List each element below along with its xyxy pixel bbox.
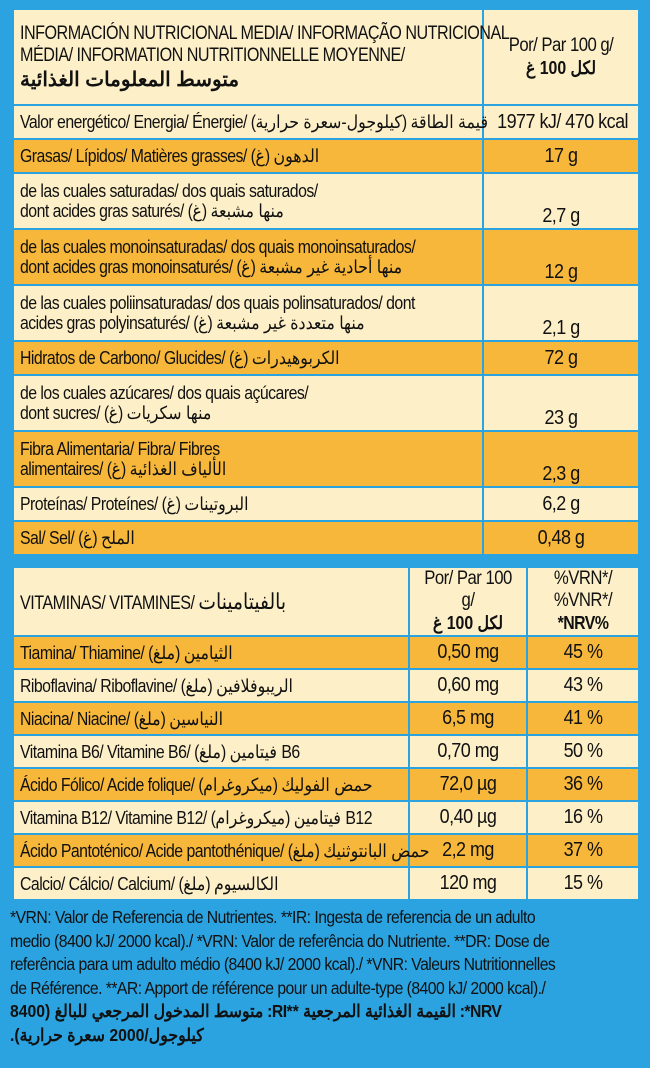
nutrient-label-cell bbox=[13, 341, 483, 375]
vitamin-label-cell bbox=[13, 867, 409, 900]
vitamin-row bbox=[13, 669, 639, 702]
vitamin-value: 2,2 mg bbox=[442, 839, 494, 861]
nutrition-table bbox=[12, 8, 640, 556]
vitamins-table bbox=[12, 566, 640, 901]
nutrient-label: de las cuales poliinsaturadas/ dos quais polinsaturados/ dont bbox=[20, 293, 415, 313]
vitamin-value-cell bbox=[409, 834, 527, 867]
footnote-arabic-line: NRV*: القيمة الغذائية المرجعية **RI: متوسط المدخول المرجعي للبالغ (8400 bbox=[10, 1001, 502, 1021]
nutrient-label-cell bbox=[13, 139, 483, 173]
nutrient-value: 72 g bbox=[544, 346, 578, 369]
nutrition-title-arabic: متوسط المعلومات الغذائية bbox=[20, 68, 240, 91]
vitamin-vrn-percent: 36 % bbox=[563, 773, 603, 795]
nutrient-label: Hidratos de Carbono/ Glucides/ (غ) الكربوهيدرات bbox=[20, 348, 340, 368]
vitamin-label-cell bbox=[13, 801, 409, 834]
nutrition-title-line-2: MÉDIA/ INFORMATION NUTRITIONNELLE MOYENNE/ bbox=[20, 44, 405, 66]
nutrient-label: de las cuales monoinsaturadas/ dos quais monoinsaturados/ bbox=[20, 237, 416, 257]
vitamin-label-cell bbox=[13, 702, 409, 735]
vitamin-value: 120 mg bbox=[439, 872, 497, 894]
vitamins-title-arabic: بالفيتامينات bbox=[198, 588, 287, 614]
vitamin-vrn-percent-cell bbox=[527, 867, 639, 900]
nutrient-label-cell bbox=[13, 229, 483, 285]
nutrient-value: 1977 kJ/ 470 kcal bbox=[497, 110, 629, 133]
vitamin-vrn-percent-cell bbox=[527, 702, 639, 735]
nutrient-value: 23 g bbox=[544, 407, 578, 429]
vitamin-vrn-percent: 50 % bbox=[563, 740, 603, 762]
vitamin-label-cell bbox=[13, 735, 409, 768]
footnote-line: de Référence. **AR: Apport de référence pour un adulte-type (8400 kJ/ 2000 kcal)./ bbox=[10, 977, 546, 998]
nutrition-title-line-1: INFORMACIÓN NUTRICIONAL MEDIA/ INFORMAÇÃO NUTRICIONAL bbox=[20, 22, 510, 44]
nutrient-value-cell bbox=[483, 173, 639, 229]
vitamin-value-cell bbox=[409, 867, 527, 900]
nutrient-label: alimentaires/ (غ) الألياف الغذائية bbox=[20, 459, 227, 479]
nutrient-label-cell bbox=[13, 487, 483, 521]
vitamin-vrn-percent-cell bbox=[527, 669, 639, 702]
vitamin-vrn-percent-cell bbox=[527, 636, 639, 669]
nutrient-label: de los cuales azúcares/ dos quais açúcares/ bbox=[20, 383, 309, 403]
nutrient-label: dont acides gras saturés/ (غ) منها مشبعة bbox=[20, 201, 284, 221]
nutrient-value: 2,1 g bbox=[542, 317, 580, 339]
vitamin-vrn-percent: 41 % bbox=[563, 707, 603, 729]
nutrient-value: 2,3 g bbox=[542, 463, 580, 485]
nutrient-value: 17 g bbox=[544, 144, 578, 167]
vitamin-value-cell bbox=[409, 669, 527, 702]
vitamin-value-cell bbox=[409, 768, 527, 801]
vitamin-label: Riboflavina/ Riboflavine/ (ملغ) الريبوفلافين bbox=[20, 675, 293, 696]
nutrition-row bbox=[13, 285, 639, 341]
nutrient-value-cell bbox=[483, 105, 639, 139]
nutrient-value: 12 g bbox=[544, 261, 578, 283]
vitamin-vrn-percent-cell bbox=[527, 735, 639, 768]
nutrition-row bbox=[13, 229, 639, 285]
nutrition-row bbox=[13, 375, 639, 431]
vitamin-row bbox=[13, 636, 639, 669]
nutrient-label-cell bbox=[13, 375, 483, 431]
nutrient-label: Sal/ Sel/ (غ) الملح bbox=[20, 528, 135, 548]
vrn-label: %VRN*/ %VNR*/ bbox=[553, 568, 613, 611]
vitamin-vrn-percent: 16 % bbox=[563, 806, 603, 828]
vitamin-row bbox=[13, 801, 639, 834]
vitamin-label-cell bbox=[13, 768, 409, 801]
nutrient-value-cell bbox=[483, 285, 639, 341]
nutrient-value-cell bbox=[483, 229, 639, 285]
nutrient-value: 6,2 g bbox=[542, 492, 580, 515]
nutrition-row bbox=[13, 521, 639, 555]
vitamin-label-cell bbox=[13, 834, 430, 867]
vitamin-row bbox=[13, 735, 639, 768]
vitamin-vrn-percent: 37 % bbox=[563, 839, 603, 861]
nutrient-value-cell bbox=[483, 375, 639, 431]
vitamin-vrn-percent: 15 % bbox=[563, 872, 603, 894]
footnote bbox=[0, 900, 650, 1068]
vit-per-100g-label-arabic: لكل 100 غ bbox=[432, 613, 504, 633]
per-100g-label-arabic: لكل 100 غ bbox=[525, 57, 597, 78]
nutrient-label: dont acides gras monoinsaturés/ (غ) منها أحادية غير مشبعة bbox=[20, 257, 403, 277]
nutrient-label: dont sucres/ (غ) منها سكريات bbox=[20, 403, 212, 423]
vitamin-label-cell bbox=[13, 636, 409, 669]
vrn-col-header bbox=[527, 567, 639, 636]
nutrient-value: 2,7 g bbox=[542, 205, 580, 227]
nutrition-row bbox=[13, 105, 639, 139]
nutrient-label-cell bbox=[13, 285, 483, 341]
nutrient-label-cell bbox=[13, 105, 489, 139]
vitamin-value: 0,40 µg bbox=[439, 806, 497, 828]
vitamin-value-cell bbox=[409, 702, 527, 735]
vitamin-label: Vitamina B12/ Vitamine B12/ (ميكروغرام) فيتامين B12 bbox=[20, 807, 372, 828]
vitamin-value-cell bbox=[409, 735, 527, 768]
nutrient-label: acides gras polyinsaturés/ (غ) منها متعددة غير مشبعة bbox=[20, 313, 365, 333]
vitamin-label: Calcio/ Cálcio/ Calcium/ (ملغ) الكالسيوم bbox=[20, 873, 279, 894]
vitamin-value: 0,70 mg bbox=[437, 740, 499, 762]
vitamin-value-cell bbox=[409, 801, 527, 834]
nutrient-value-cell bbox=[483, 487, 639, 521]
nutrient-label-cell bbox=[13, 521, 483, 555]
nutrient-value-cell bbox=[483, 521, 639, 555]
nutrition-header-row bbox=[13, 9, 639, 105]
vitamin-row bbox=[13, 702, 639, 735]
vit-per-100g-label: Por/ Par 100 g/ bbox=[424, 568, 512, 611]
nutrition-row bbox=[13, 173, 639, 229]
vitamin-label: Ácido Pantoténico/ Acide pantothénique/ (ملغ) حمض البانتوثنيك bbox=[20, 840, 430, 861]
nutrient-label: de las cuales saturadas/ dos quais saturados/ bbox=[20, 181, 318, 201]
footnote-arabic-line: كيلوجول/2000 سعرة حرارية). bbox=[10, 1024, 204, 1045]
nutrient-label: Proteínas/ Proteínes/ (غ) البروتينات bbox=[20, 494, 249, 514]
vitamin-label: Vitamina B6/ Vitamine B6/ (ملغ) فيتامين B6 bbox=[20, 741, 300, 762]
vitamins-title-cell bbox=[13, 567, 409, 636]
vitamins-title: VITAMINAS/ VITAMINES/ bbox=[20, 592, 195, 614]
nutrient-label: Valor energético/ Energia/ Énergie/ (كيلوجول-سعرة حرارية) قيمة الطاقة bbox=[20, 112, 489, 132]
vitamin-value: 72,0 µg bbox=[439, 773, 497, 795]
nutrient-label: Fibra Alimentaria/ Fibra/ Fibres bbox=[20, 439, 220, 459]
nutrition-row bbox=[13, 341, 639, 375]
vitamin-vrn-percent-cell bbox=[527, 801, 639, 834]
vitamin-vrn-percent: 43 % bbox=[563, 674, 603, 696]
vitamin-row bbox=[13, 768, 639, 801]
vitamin-value: 0,60 mg bbox=[437, 674, 499, 696]
vitamin-label: Ácido Fólico/ Acide folique/ (ميكروغرام) حمض الفوليك bbox=[20, 774, 373, 795]
vitamin-label: Tiamina/ Thiamine/ (ملغ) الثيامين bbox=[20, 642, 233, 663]
vitamins-col-header bbox=[409, 567, 527, 636]
vitamin-label: Niacina/ Niacine/ (ملغ) النياسين bbox=[20, 708, 224, 729]
nutrient-value-cell bbox=[483, 431, 639, 487]
nutrient-value: 0,48 g bbox=[537, 526, 585, 549]
vitamin-value: 0,50 mg bbox=[437, 641, 499, 663]
vitamin-value: 6,5 mg bbox=[442, 707, 494, 729]
nutrient-label-cell bbox=[13, 431, 483, 487]
nutrient-label-cell bbox=[13, 173, 483, 229]
vitamins-header-row bbox=[13, 567, 639, 636]
vitamin-row bbox=[13, 867, 639, 900]
vrn-label-arabic: *NRV% bbox=[557, 613, 609, 633]
vitamin-vrn-percent-cell bbox=[527, 768, 639, 801]
footnote-line: *VRN: Valor de Referencia de Nutrientes. **IR: Ingesta de referencia de un adulto bbox=[10, 907, 536, 927]
nutrition-row bbox=[13, 487, 639, 521]
footnote-line: medio (8400 kJ/ 2000 kcal)./ *VRN: Valor de referência do Nutriente. **DR: Dose de bbox=[10, 930, 550, 951]
per-100g-label: Por/ Par 100 g/ bbox=[508, 34, 614, 56]
vitamin-label-cell bbox=[13, 669, 409, 702]
vitamin-vrn-percent-cell bbox=[527, 834, 639, 867]
footnote-line: referência para um adulto médio (8400 kJ/ 2000 kcal)./ *VNR: Valeurs Nutritionnelles bbox=[10, 954, 556, 974]
nutrition-row bbox=[13, 139, 639, 173]
nutrition-row bbox=[13, 431, 639, 487]
vitamin-vrn-percent: 45 % bbox=[563, 641, 603, 663]
nutrient-value-cell bbox=[483, 341, 639, 375]
nutrient-label: Grasas/ Lípidos/ Matières grasses/ (غ) الدهون bbox=[20, 146, 320, 166]
nutrient-value-cell bbox=[483, 139, 639, 173]
nutrition-title-cell bbox=[13, 9, 510, 105]
vitamin-row bbox=[13, 834, 639, 867]
vitamin-value-cell bbox=[409, 636, 527, 669]
